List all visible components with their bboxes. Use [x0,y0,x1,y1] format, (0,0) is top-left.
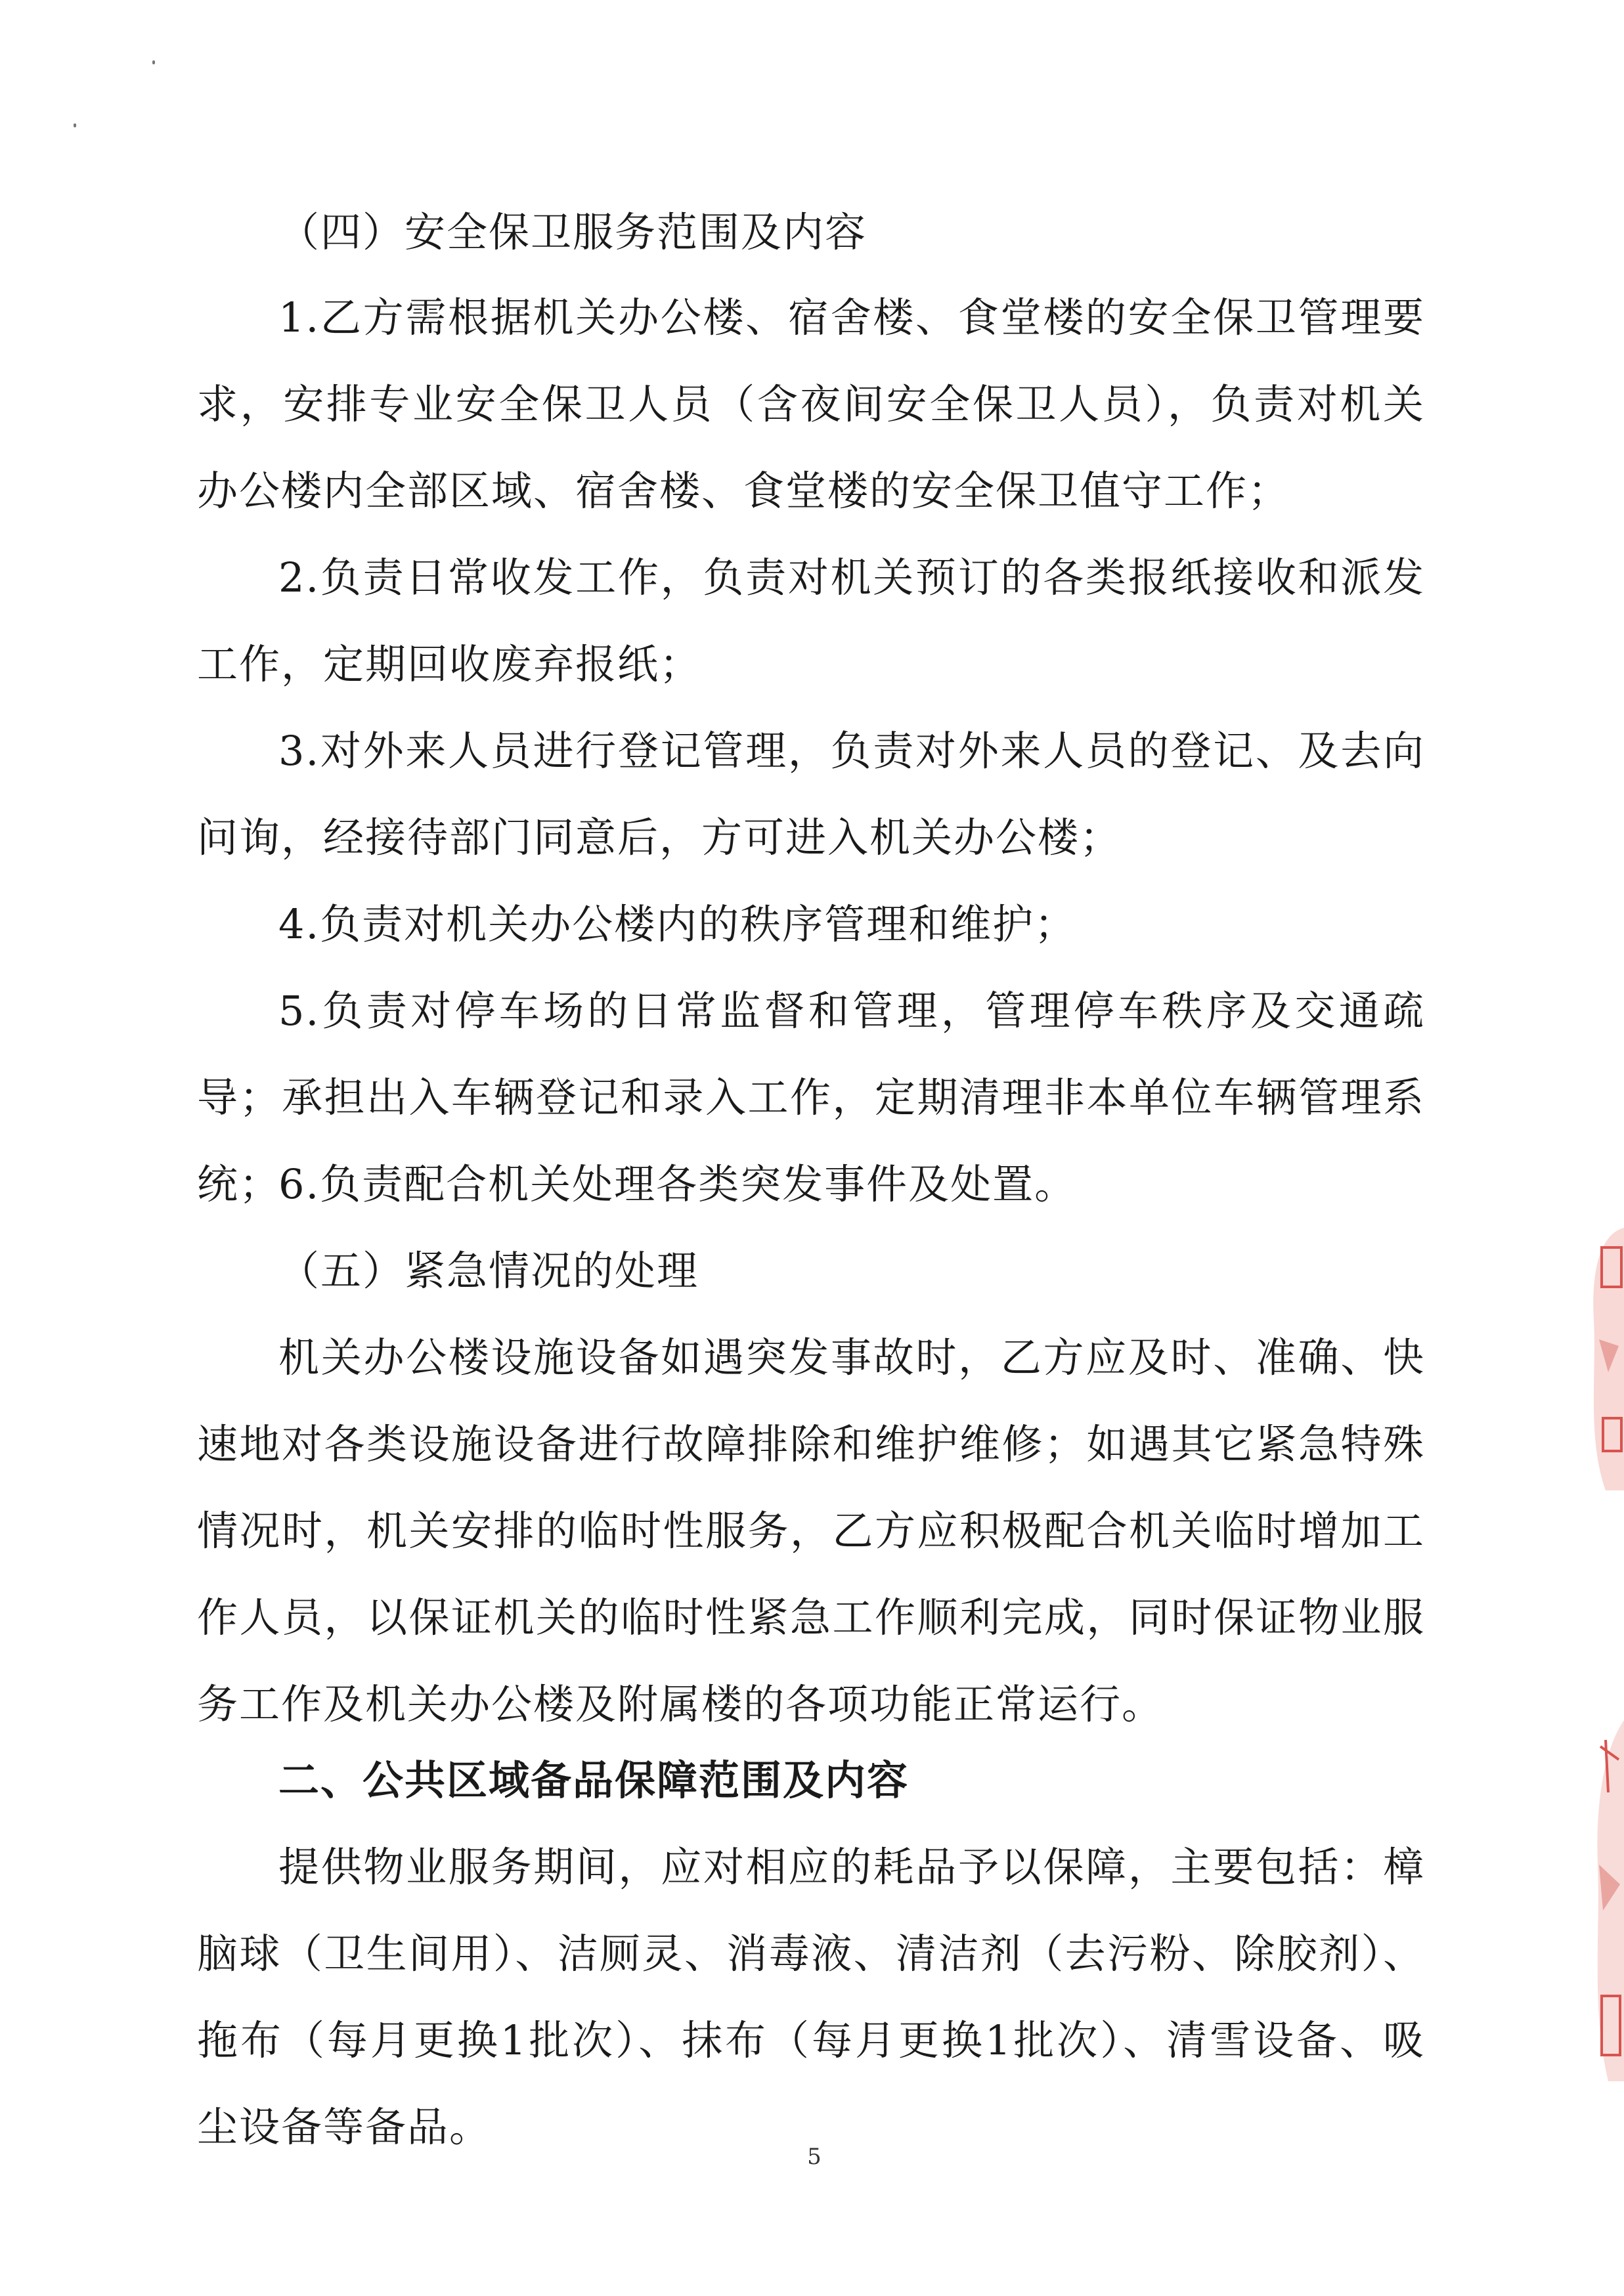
seal-icon [1579,1221,1624,1497]
paragraph-item-4: 4.负责对机关办公楼内的秩序管理和维护； [278,900,1077,948]
paragraph-item-6: 6.负责配合机关处理各类突发事件及处置。 [278,1160,1077,1208]
section-heading-security: （四）安全保卫服务范围及内容 [278,208,867,256]
paragraph-emergency: 机关办公楼设施设备如遇突发事故时，乙方应及时、准确、快速地对各类设施设备进行故障排除和维护维修；如遇其它紧急特殊情况时，机关安排的临时性服务，乙方应积极配合机关临时增加工作人员，以保证机关的临时性紧急工作顺利完成，同时保证物业服务工作及机关办公楼及附属楼的各项功能正常运行。 [197,1333,1425,1728]
section-heading-emergency: （五）紧急情况的处理 [278,1247,699,1295]
seal-stamp-fragment-upper [1579,1221,1624,1497]
seal-icon [1579,1720,1624,2088]
seal-stamp-fragment-lower [1579,1720,1624,2088]
scan-speck [74,123,76,127]
paragraph-item-1: 1.乙方需根据机关办公楼、宿舍楼、食堂楼的安全保卫管理要求，安排专业安全保卫人员（含夜间安全保卫人员），负责对机关办公楼内全部区域、宿舍楼、食堂楼的安全保卫值守工作； [197,293,1425,515]
paragraph-supplies: 提供物业服务期间，应对相应的耗品予以保障，主要包括：樟脑球（卫生间用）、洁厕灵、消毒液、清洁剂（去污粉、除胶剂）、拖布（每月更换1批次）、抹布（每月更换1批次）、清雪设备、吸尘设备等备品。 [197,1843,1425,2151]
section-heading-public-supplies: 二、公共区域备品保障范围及内容 [278,1756,910,1804]
page-number: 5 [807,2144,822,2170]
paragraph-item-5: 5.负责对停车场的日常监督和管理，管理停车秩序及交通疏导；承担出入车辆登记和录入工作，定期清理非本单位车辆管理系统； [197,987,1425,1208]
paragraph-item-3: 3.对外来人员进行登记管理，负责对外来人员的登记、及去向问询，经接待部门同意后，方可进入机关办公楼； [197,727,1425,861]
scan-speck [152,60,155,64]
paragraph-item-2: 2.负责日常收发工作，负责对机关预订的各类报纸接收和派发工作，定期回收废弃报纸； [197,553,1425,688]
